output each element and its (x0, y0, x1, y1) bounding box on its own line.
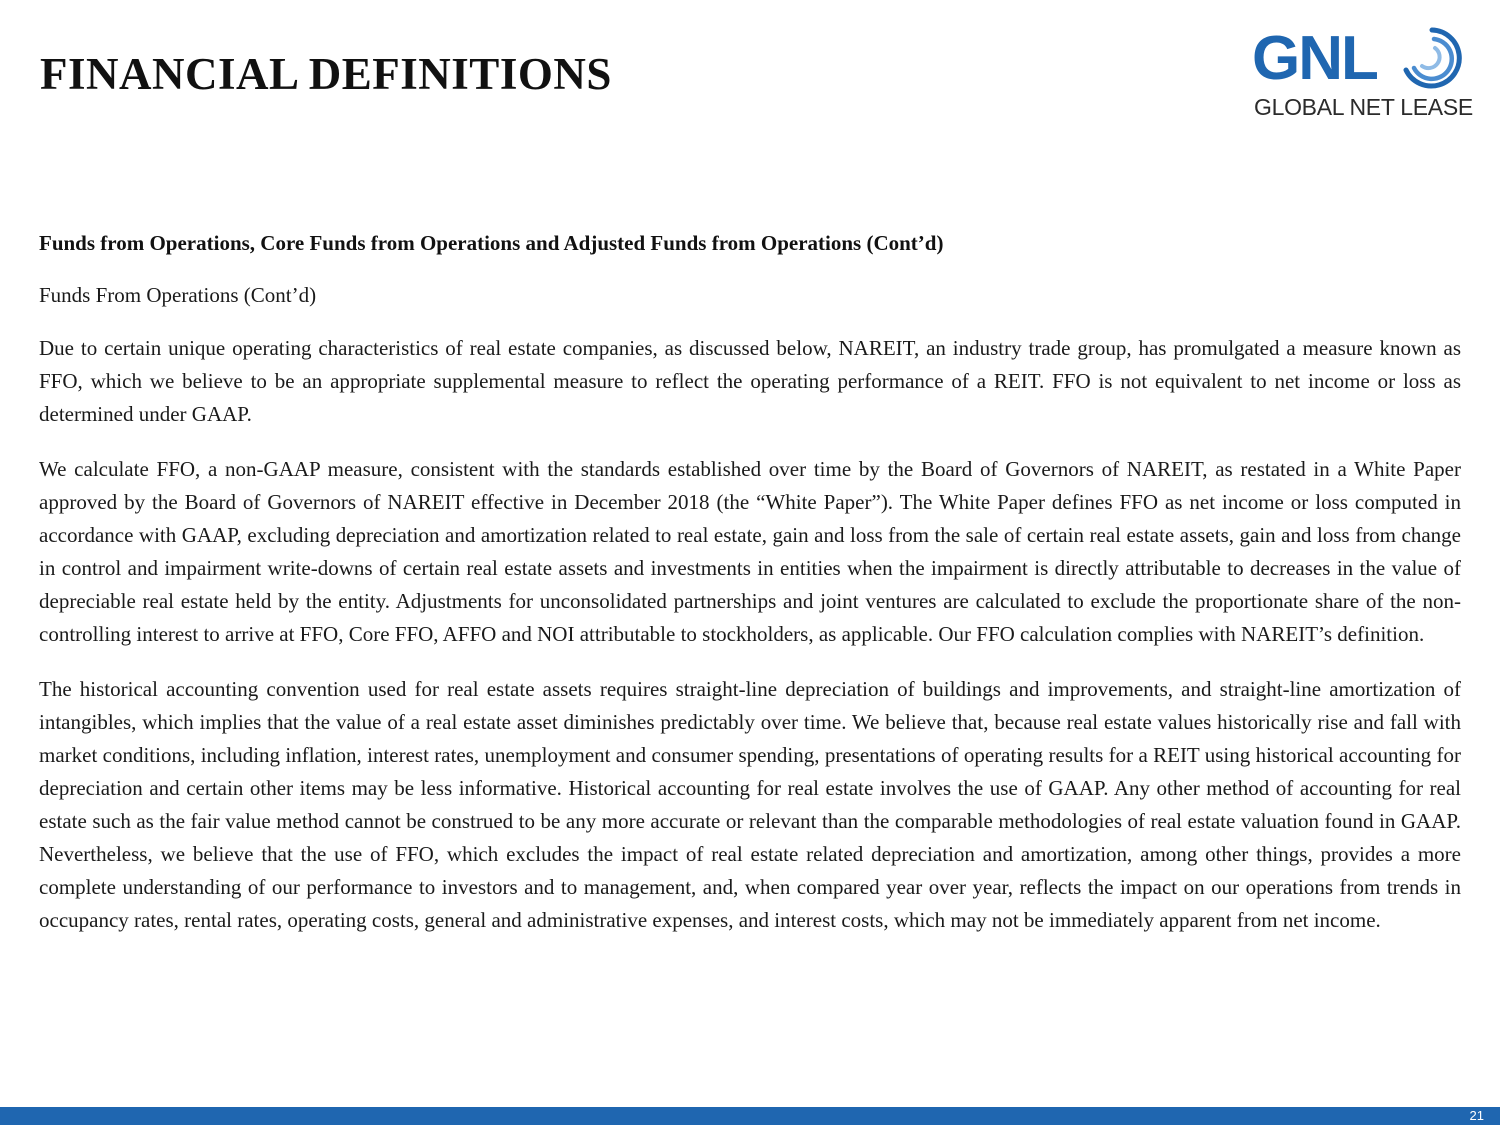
subsection-title: Funds From Operations (Cont’d) (39, 283, 317, 307)
paragraph: Due to certain unique operating characteristics of real estate companies, as discussed below, NAREIT, an industry trade group, has promulgated a measure known as FFO, which we believe to be an appropriate supplemental measure to reflect the operating performance of a REIT. FFO is not equivalent to net income or loss as determined under GAAP. (39, 336, 1461, 426)
footer-bar (0, 1107, 1500, 1125)
definitions-body (39, 228, 1461, 959)
section-heading: Funds from Operations, Core Funds from Operations and Adjusted Funds from Operations (Cont’d) (39, 231, 944, 255)
logo-wordmark: GLOBAL NET LEASE (1254, 94, 1473, 120)
page-number: 21 (1469, 1108, 1484, 1123)
page-title: FINANCIAL DEFINITIONS (40, 49, 612, 99)
swirl-icon (1400, 26, 1464, 90)
logo-mark: GNL (1252, 24, 1377, 93)
company-logo (1252, 24, 1473, 124)
paragraph: We calculate FFO, a non-GAAP measure, consistent with the standards established over time by the Board of Governors of NAREIT, as restated in a White Paper approved by the Board of Governors of NAREIT effective in December 2018 (the “White Paper”). The White Paper defines FFO as net income or loss computed in accordance with GAAP, excluding depreciation and amortization related to real estate, gain and loss from the sale of certain real estate assets, gain and loss from change in control and impairment write-downs of certain real estate assets and investments in entities when the impairment is directly attributable to decreases in the value of depreciable real estate held by the entity. Adjustments for unconsolidated partnerships and joint ventures are calculated to exclude the proportionate share of the non-controlling interest to arrive at FFO, Core FFO, AFFO and NOI attributable to stockholders, as applicable. Our FFO calculation complies with NAREIT’s definition. (39, 457, 1461, 646)
paragraph: The historical accounting convention used for real estate assets requires straight-line depreciation of buildings and improvements, and straight-line amortization of intangibles, which implies that the value of a real estate asset diminishes predictably over time. We believe that, because real estate values historically rise and fall with market conditions, including inflation, interest rates, unemployment and consumer spending, presentations of operating results for a REIT using historical accounting for depreciation and certain other items may be less informative. Historical accounting for real estate involves the use of GAAP. Any other method of accounting for real estate such as the fair value method cannot be construed to be any more accurate or relevant than the comparable methodologies of real estate valuation found in GAAP. Nevertheless, we believe that the use of FFO, which excludes the impact of real estate related depreciation and amortization, among other things, provides a more complete understanding of our performance to investors and to management, and, when compared year over year, reflects the impact on our operations from trends in occupancy rates, rental rates, operating costs, general and administrative expenses, and interest costs, which may not be immediately apparent from net income. (39, 677, 1461, 932)
